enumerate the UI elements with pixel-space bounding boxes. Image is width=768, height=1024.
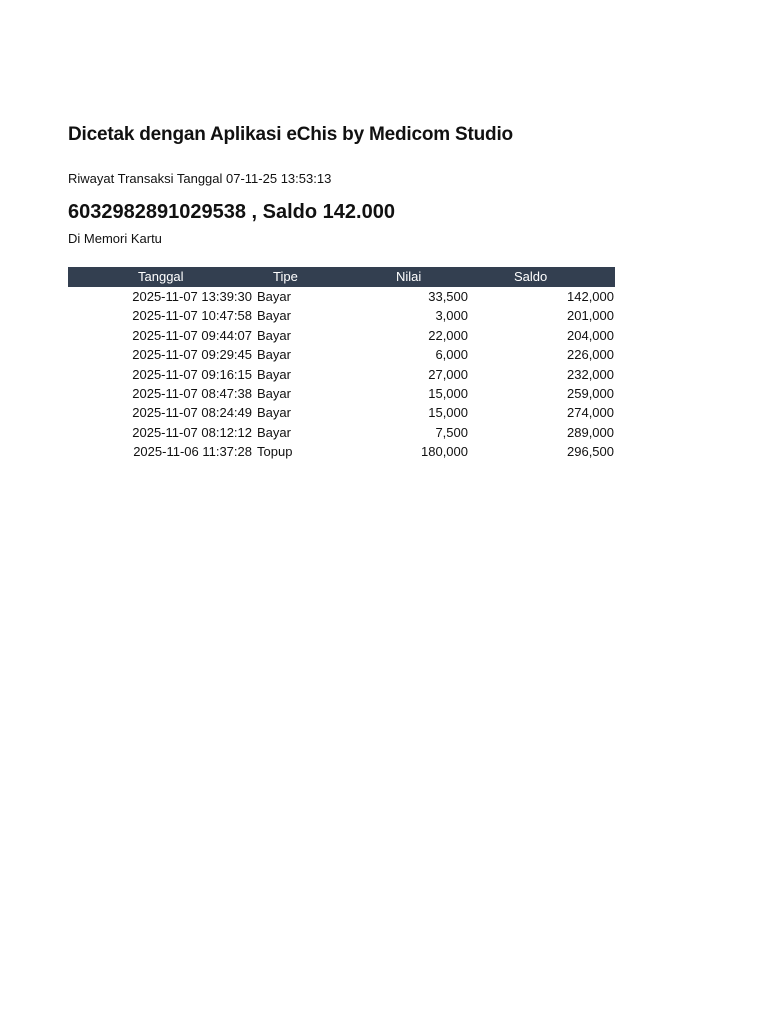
table-row <box>68 306 615 325</box>
cell-nilai: 180,000 <box>421 444 468 460</box>
cell-nilai: 27,000 <box>428 366 468 382</box>
cell-tipe: Bayar <box>257 308 291 324</box>
cell-saldo: 226,000 <box>567 347 614 363</box>
page-title: Dicetak dengan Aplikasi eChis by Medicom Studio <box>68 124 513 145</box>
table-row <box>68 365 615 384</box>
cell-tipe: Bayar <box>257 366 291 382</box>
cell-saldo: 142,000 <box>567 289 614 304</box>
table-row <box>68 326 615 345</box>
cell-tanggal: 2025-11-07 09:29:45 <box>132 347 252 363</box>
table-row <box>68 442 615 461</box>
cell-tanggal: 2025-11-07 09:44:07 <box>132 327 252 343</box>
cell-saldo: 296,500 <box>567 444 614 460</box>
cell-nilai: 3,000 <box>435 308 468 324</box>
cell-tanggal: 2025-11-07 09:16:15 <box>132 366 252 382</box>
cell-tanggal: 2025-11-07 13:39:30 <box>132 289 252 304</box>
cell-nilai: 7,500 <box>435 424 468 440</box>
cell-tipe: Bayar <box>257 405 291 421</box>
cell-tipe: Bayar <box>257 347 291 363</box>
cell-saldo: 274,000 <box>567 405 614 421</box>
cell-tipe: Bayar <box>257 386 291 402</box>
cell-saldo: 204,000 <box>567 327 614 343</box>
column-header-tipe: Tipe <box>273 269 298 284</box>
cell-nilai: 22,000 <box>428 327 468 343</box>
table-row <box>68 345 615 364</box>
cell-tipe: Bayar <box>257 424 291 440</box>
column-header-nilai: Nilai <box>396 269 422 284</box>
cell-nilai: 15,000 <box>428 386 468 402</box>
cell-nilai: 6,000 <box>435 347 468 363</box>
table-row <box>68 384 615 403</box>
cell-saldo: 289,000 <box>567 424 614 440</box>
cell-tanggal: 2025-11-07 08:24:49 <box>132 405 252 421</box>
cell-tipe: Bayar <box>257 327 291 343</box>
transaction-history-timestamp: Riwayat Transaksi Tanggal 07-11-25 13:53:13 <box>68 171 332 186</box>
cell-tanggal: 2025-11-06 11:37:28 <box>133 444 252 460</box>
cell-nilai: 15,000 <box>428 405 468 421</box>
cell-nilai: 33,500 <box>428 289 468 304</box>
column-header-saldo: Saldo <box>514 269 548 284</box>
column-header-tanggal: Tanggal <box>138 269 184 284</box>
cell-tanggal: 2025-11-07 08:12:12 <box>132 424 252 440</box>
table-header-row <box>68 267 615 287</box>
cell-tanggal: 2025-11-07 08:47:38 <box>132 386 252 402</box>
cell-tipe: Bayar <box>257 289 291 304</box>
cell-saldo: 201,000 <box>567 308 614 324</box>
cell-saldo: 232,000 <box>567 366 614 382</box>
cell-tanggal: 2025-11-07 10:47:58 <box>132 308 252 324</box>
cell-tipe: Topup <box>257 444 293 460</box>
memory-note: Di Memori Kartu <box>68 231 162 246</box>
table-row <box>68 287 615 306</box>
card-number-balance: 6032982891029538 , Saldo 142.000 <box>68 201 395 223</box>
cell-saldo: 259,000 <box>567 386 614 402</box>
table-row <box>68 423 615 442</box>
transaction-table <box>68 267 615 462</box>
table-row <box>68 403 615 422</box>
